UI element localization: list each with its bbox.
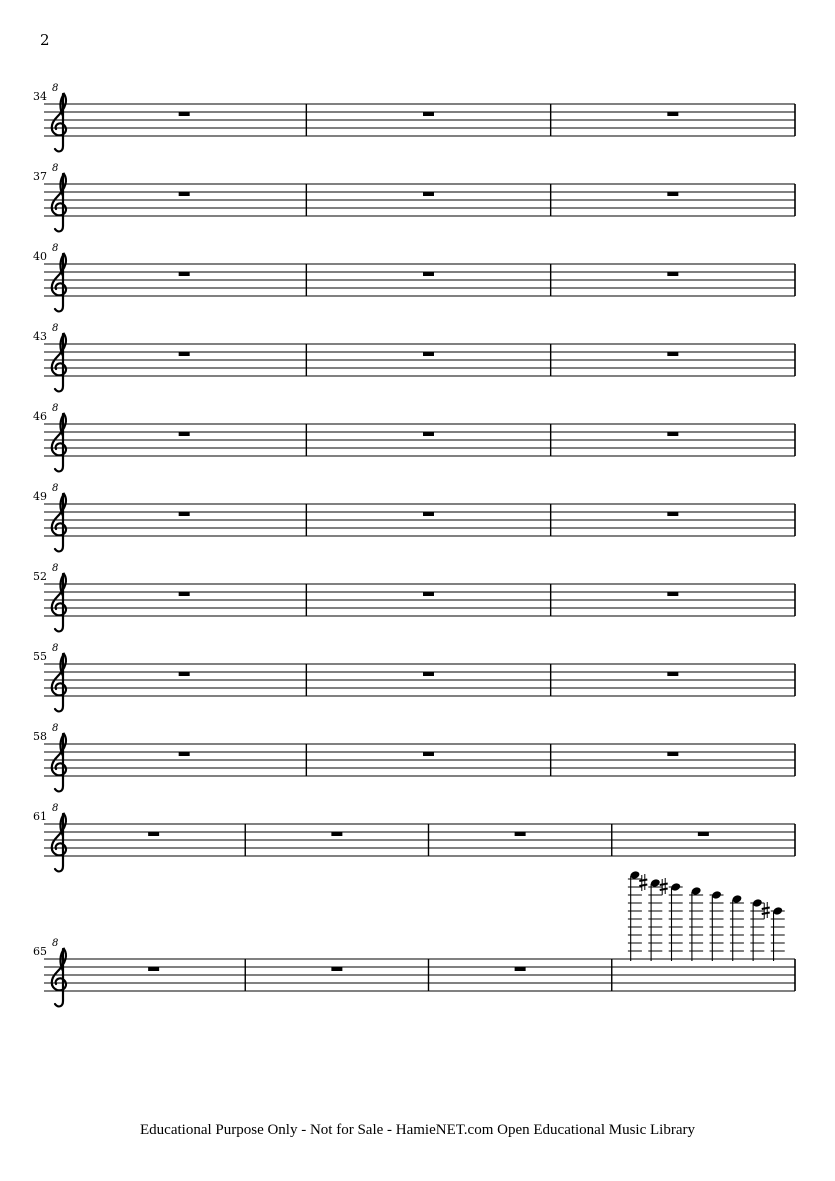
measure-number: 65 [33, 945, 47, 958]
clef-shape [52, 654, 66, 711]
ottava-mark: 8 [52, 803, 59, 814]
whole-rest [667, 432, 678, 436]
whole-rest [667, 672, 678, 676]
whole-rest [667, 752, 678, 756]
whole-rest [179, 592, 190, 596]
staff-system [33, 723, 795, 791]
treble-clef-icon [52, 174, 66, 231]
whole-rest [331, 967, 342, 971]
whole-rest [698, 832, 709, 836]
whole-rest [667, 192, 678, 196]
treble-clef-icon [52, 949, 66, 1006]
ottava-mark: 8 [52, 323, 59, 334]
treble-clef-icon [52, 334, 66, 391]
measure-number: 52 [33, 570, 47, 583]
footer-notice: Educational Purpose Only - Not for Sale - HamieNET.com Open Educational Music Library [140, 1122, 695, 1138]
whole-rest [423, 192, 434, 196]
treble-clef-icon [52, 654, 66, 711]
clef-shape [52, 334, 66, 391]
staff-system [33, 323, 795, 391]
ottava-mark: 8 [52, 403, 59, 414]
staff-system [33, 163, 795, 231]
whole-rest [423, 672, 434, 676]
whole-rest [148, 967, 159, 971]
whole-rest [423, 112, 434, 116]
measure-number: 55 [33, 650, 47, 663]
whole-rest [515, 967, 526, 971]
staff-system [33, 83, 795, 151]
ottava-mark: 8 [52, 243, 59, 254]
sharp-stroke [762, 913, 770, 915]
ottava-mark: 8 [52, 643, 59, 654]
whole-rest [423, 272, 434, 276]
measure-number: 37 [33, 170, 47, 183]
whole-rest [667, 352, 678, 356]
whole-rest [179, 272, 190, 276]
treble-clef-icon [52, 414, 66, 471]
eighth-note [730, 894, 744, 961]
treble-clef-icon [52, 814, 66, 871]
eighth-note [689, 886, 703, 961]
staff-system [33, 403, 795, 471]
staff-system [33, 803, 795, 871]
eighth-note [762, 902, 785, 961]
sharp-stroke [660, 884, 668, 886]
treble-clef-icon [52, 574, 66, 631]
whole-rest [423, 352, 434, 356]
whole-rest [179, 432, 190, 436]
whole-rest [423, 432, 434, 436]
whole-rest [423, 592, 434, 596]
sharp-stroke [639, 880, 647, 882]
clef-shape [52, 174, 66, 231]
measure-number: 40 [33, 250, 47, 263]
sharp-stroke [762, 908, 770, 910]
whole-rest [667, 112, 678, 116]
measure-number: 49 [33, 490, 47, 503]
measure-number: 46 [33, 410, 47, 423]
staff-system [33, 483, 795, 551]
clef-shape [52, 734, 66, 791]
measure-number: 34 [33, 90, 47, 103]
eighth-note [660, 878, 683, 961]
whole-rest [423, 752, 434, 756]
eighth-note [710, 890, 724, 961]
measure-number: 58 [33, 730, 47, 743]
eighth-note [628, 870, 642, 961]
page-number: 2 [40, 31, 50, 49]
treble-clef-icon [52, 494, 66, 551]
clef-shape [52, 949, 66, 1006]
staff-system [33, 243, 795, 311]
whole-rest [423, 512, 434, 516]
whole-rest [179, 512, 190, 516]
whole-rest [179, 352, 190, 356]
whole-rest [179, 752, 190, 756]
clef-shape [52, 814, 66, 871]
whole-rest [148, 832, 159, 836]
treble-clef-icon [52, 94, 66, 151]
staff-system [33, 870, 795, 1006]
whole-rest [179, 192, 190, 196]
staff-system [33, 643, 795, 711]
ottava-mark: 8 [52, 483, 59, 494]
ottava-mark: 8 [52, 723, 59, 734]
whole-rest [667, 512, 678, 516]
eighth-note [639, 874, 662, 961]
sharp-stroke [639, 885, 647, 887]
clef-shape [52, 254, 66, 311]
whole-rest [179, 112, 190, 116]
sharp-icon [639, 874, 647, 891]
ottava-mark: 8 [52, 563, 59, 574]
whole-rest [331, 832, 342, 836]
treble-clef-icon [52, 734, 66, 791]
clef-shape [52, 574, 66, 631]
staff-system [33, 563, 795, 631]
eighth-note [750, 898, 764, 961]
clef-shape [52, 494, 66, 551]
clef-shape [52, 414, 66, 471]
whole-rest [667, 592, 678, 596]
whole-rest [667, 272, 678, 276]
measure-number: 61 [33, 810, 47, 823]
ottava-mark: 8 [52, 83, 59, 94]
measure-number: 43 [33, 330, 47, 343]
sharp-stroke [660, 889, 668, 891]
ottava-mark: 8 [52, 163, 59, 174]
whole-rest [515, 832, 526, 836]
treble-clef-icon [52, 254, 66, 311]
ottava-mark: 8 [52, 938, 59, 949]
clef-shape [52, 94, 66, 151]
whole-rest [179, 672, 190, 676]
